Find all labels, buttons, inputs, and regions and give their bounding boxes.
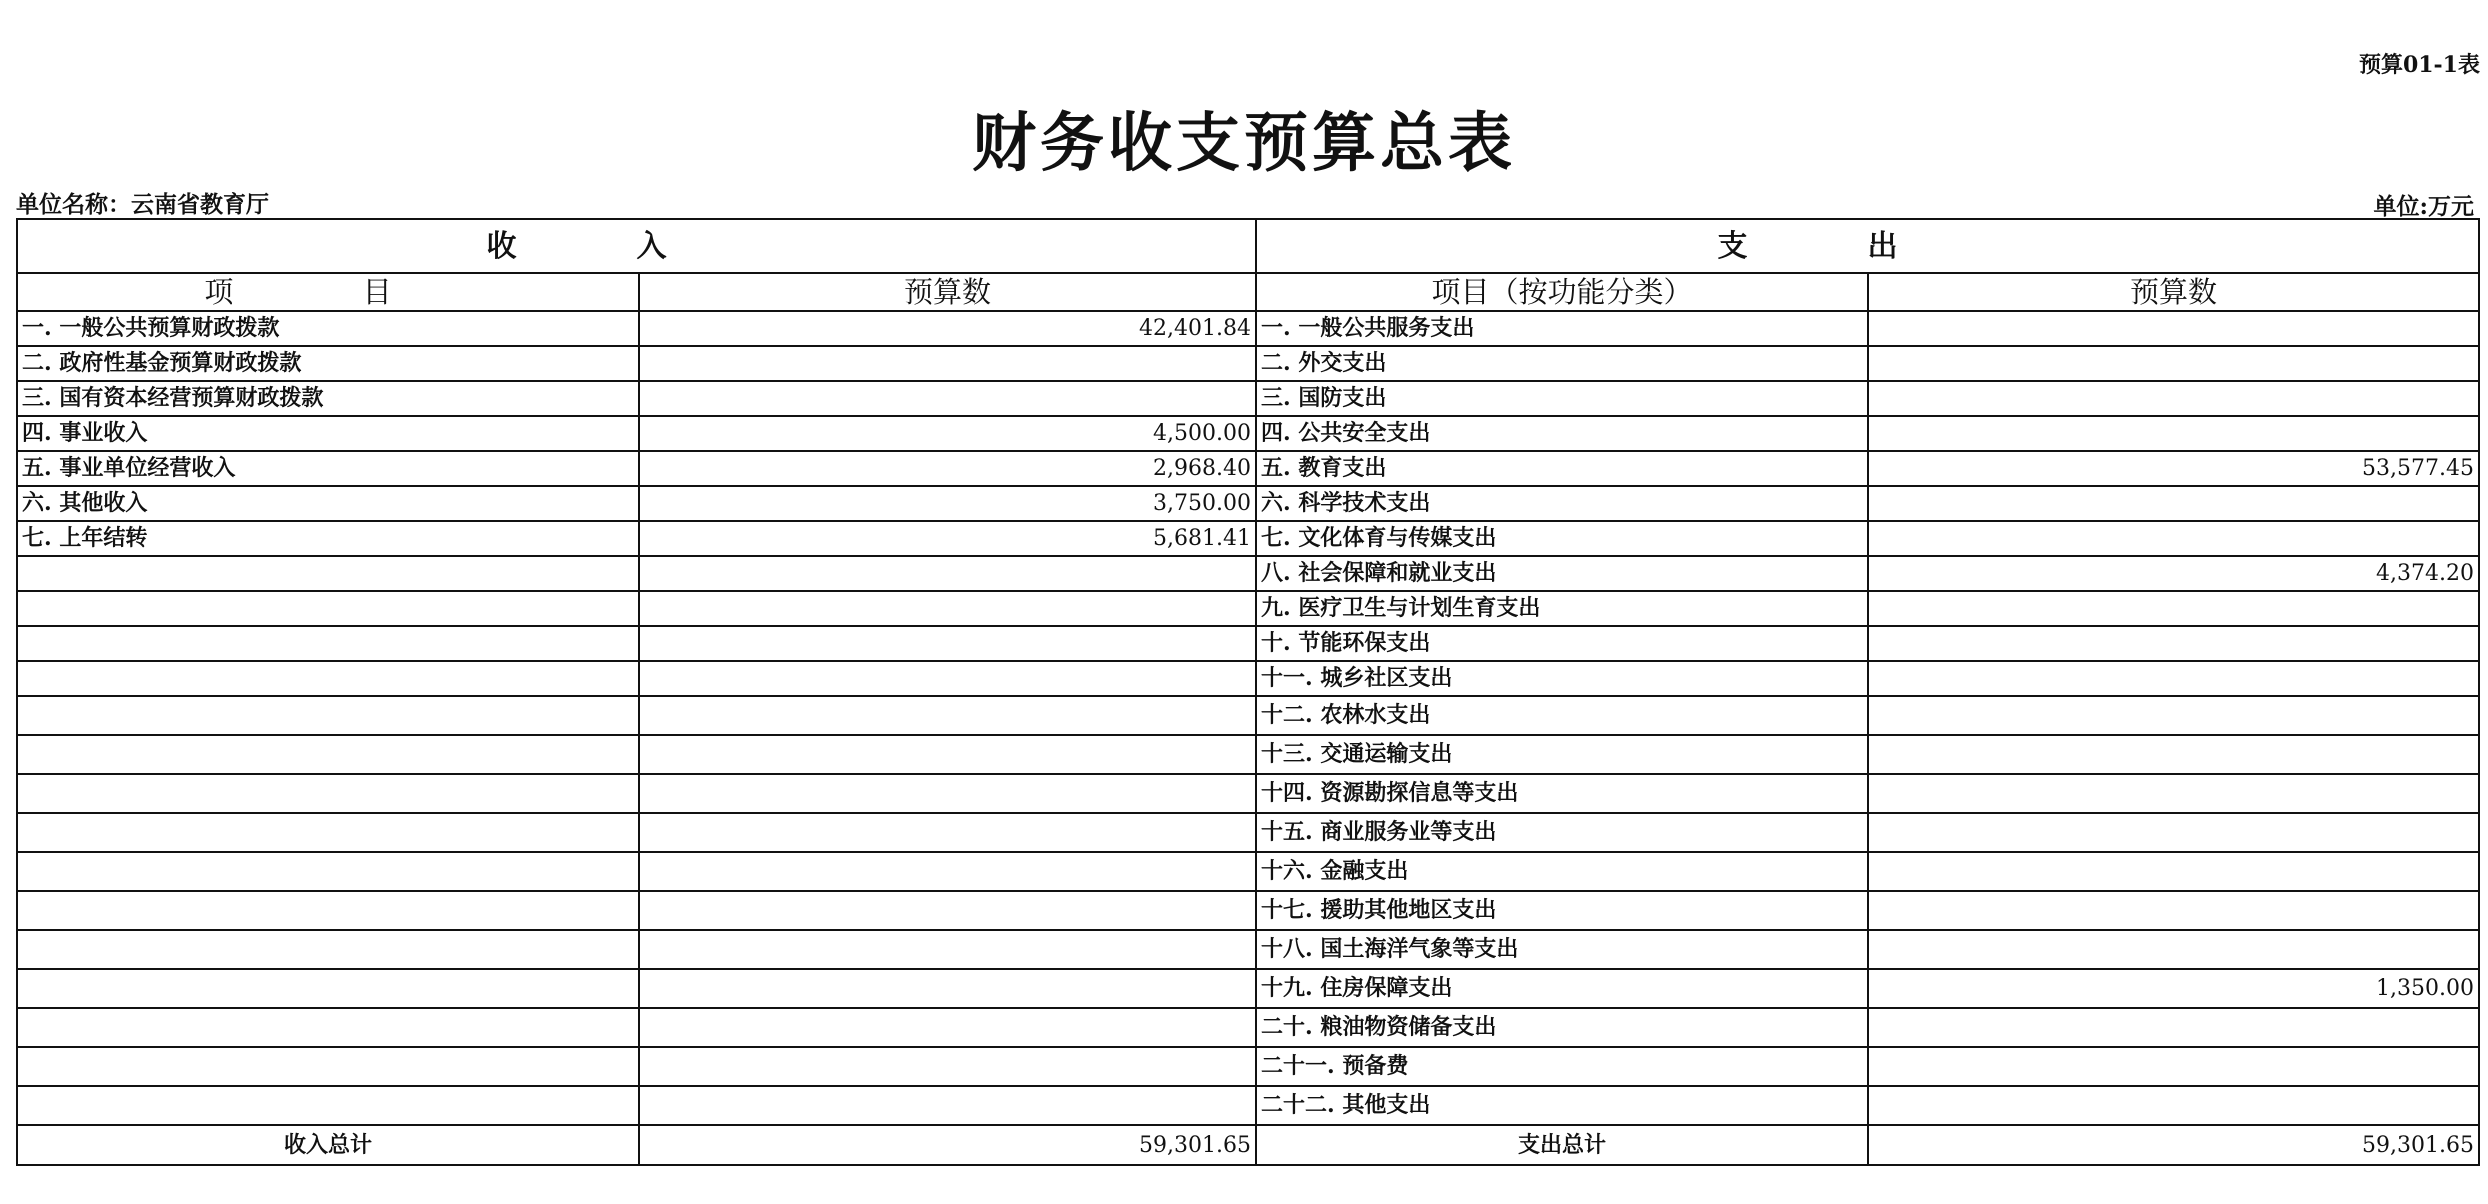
- expense-item-cell: 六. 科学技术支出: [1256, 486, 1868, 521]
- table-row: [17, 521, 2479, 556]
- table-row: [17, 774, 2479, 813]
- expense-item-cell: 四. 公共安全支出: [1256, 416, 1868, 451]
- total-row: [17, 1125, 2479, 1165]
- income-item-cell: 四. 事业收入: [17, 416, 639, 451]
- table-row: [17, 626, 2479, 661]
- income-item-cell: [17, 696, 639, 735]
- expense-item-cell: 七. 文化体育与传媒支出: [1256, 521, 1868, 556]
- expense-amount-cell: [1868, 1086, 2479, 1125]
- expense-amount-cell: [1868, 735, 2479, 774]
- budget-summary-table: [16, 218, 2480, 1166]
- expense-item-cell: 九. 医疗卫生与计划生育支出: [1256, 591, 1868, 626]
- income-item-cell: [17, 626, 639, 661]
- table-row: [17, 661, 2479, 696]
- income-amount-cell: 2,968.40: [639, 451, 1256, 486]
- income-item-cell: [17, 661, 639, 696]
- income-amount-cell: [639, 774, 1256, 813]
- expense-amount-cell: [1868, 486, 2479, 521]
- income-total-value: 59,301.65: [639, 1125, 1256, 1165]
- income-amount-cell: [639, 696, 1256, 735]
- income-total-label: 收入总计: [17, 1125, 639, 1165]
- expense-item-cell: 十四. 资源勘探信息等支出: [1256, 774, 1868, 813]
- expense-item-cell: 十. 节能环保支出: [1256, 626, 1868, 661]
- expense-amount-cell: [1868, 311, 2479, 346]
- table-row: [17, 852, 2479, 891]
- expense-item-cell: 二十一. 预备费: [1256, 1047, 1868, 1086]
- expense-amount-cell: [1868, 416, 2479, 451]
- expense-amount-cell: [1868, 661, 2479, 696]
- expense-item-cell: 二十二. 其他支出: [1256, 1086, 1868, 1125]
- expense-section-header: 支出: [1256, 219, 2479, 273]
- income-amount-cell: [639, 591, 1256, 626]
- expense-amount-cell: 4,374.20: [1868, 556, 2479, 591]
- income-amount-cell: [639, 813, 1256, 852]
- income-amount-cell: 42,401.84: [639, 311, 1256, 346]
- form-code: 预算01-1表: [2358, 52, 2480, 78]
- column-header-row: [17, 273, 2479, 311]
- income-item-cell: [17, 1047, 639, 1086]
- income-item-cell: [17, 852, 639, 891]
- income-amount-cell: [639, 626, 1256, 661]
- income-amount-cell: [639, 891, 1256, 930]
- expense-amount-cell: 1,350.00: [1868, 969, 2479, 1008]
- currency-unit-label: 单位:万元: [2373, 193, 2474, 220]
- expense-amount-cell: 53,577.45: [1868, 451, 2479, 486]
- income-amount-cell: 5,681.41: [639, 521, 1256, 556]
- income-item-cell: 六. 其他收入: [17, 486, 639, 521]
- income-amount-cell: [639, 381, 1256, 416]
- table-row: [17, 1086, 2479, 1125]
- income-amount-cell: 3,750.00: [639, 486, 1256, 521]
- income-amount-cell: 4,500.00: [639, 416, 1256, 451]
- income-item-cell: 一. 一般公共预算财政拨款: [17, 311, 639, 346]
- income-item-cell: [17, 1008, 639, 1047]
- table-row: [17, 556, 2479, 591]
- expense-amount-cell: [1868, 521, 2479, 556]
- income-amount-cell: [639, 930, 1256, 969]
- income-item-cell: [17, 735, 639, 774]
- col-header-income-amount: 预算数: [639, 273, 1256, 311]
- income-amount-cell: [639, 556, 1256, 591]
- income-item-cell: [17, 591, 639, 626]
- income-item-cell: 三. 国有资本经营预算财政拨款: [17, 381, 639, 416]
- table-row: [17, 1047, 2479, 1086]
- income-item-cell: [17, 891, 639, 930]
- table-row: [17, 696, 2479, 735]
- expense-amount-cell: [1868, 696, 2479, 735]
- table-row: [17, 969, 2479, 1008]
- expense-amount-cell: [1868, 1047, 2479, 1086]
- page-title: 财务收支预算总表: [972, 106, 1516, 181]
- expense-amount-cell: [1868, 591, 2479, 626]
- table-row: [17, 813, 2479, 852]
- table-row: [17, 930, 2479, 969]
- unit-name-label: 单位名称：云南省教育厅: [16, 191, 269, 218]
- income-item-cell: [17, 930, 639, 969]
- expense-amount-cell: [1868, 930, 2479, 969]
- expense-item-cell: 十六. 金融支出: [1256, 852, 1868, 891]
- income-amount-cell: [639, 735, 1256, 774]
- income-amount-cell: [639, 1086, 1256, 1125]
- expense-item-cell: 五. 教育支出: [1256, 451, 1868, 486]
- table-row: [17, 1008, 2479, 1047]
- section-header-row: [17, 219, 2479, 273]
- table-row: [17, 416, 2479, 451]
- expense-item-cell: 十九. 住房保障支出: [1256, 969, 1868, 1008]
- income-item-cell: [17, 813, 639, 852]
- col-header-income-item: 项 目: [17, 273, 639, 311]
- expense-amount-cell: [1868, 774, 2479, 813]
- income-item-cell: 五. 事业单位经营收入: [17, 451, 639, 486]
- income-amount-cell: [639, 1008, 1256, 1047]
- table-row: [17, 346, 2479, 381]
- income-item-cell: [17, 969, 639, 1008]
- expense-item-cell: 十一. 城乡社区支出: [1256, 661, 1868, 696]
- expense-amount-cell: [1868, 852, 2479, 891]
- table-row: [17, 735, 2479, 774]
- expense-item-cell: 十七. 援助其他地区支出: [1256, 891, 1868, 930]
- expense-amount-cell: [1868, 813, 2479, 852]
- expense-item-cell: 十二. 农林水支出: [1256, 696, 1868, 735]
- table-row: [17, 311, 2479, 346]
- expense-item-cell: 十五. 商业服务业等支出: [1256, 813, 1868, 852]
- income-item-cell: [17, 556, 639, 591]
- expense-item-cell: 二. 外交支出: [1256, 346, 1868, 381]
- income-amount-cell: [639, 346, 1256, 381]
- col-header-expense-amount: 预算数: [1868, 273, 2479, 311]
- income-item-cell: [17, 1086, 639, 1125]
- income-item-cell: 七. 上年结转: [17, 521, 639, 556]
- col-header-expense-item: 项目（按功能分类）: [1256, 273, 1868, 311]
- table-row: [17, 381, 2479, 416]
- table-row: [17, 591, 2479, 626]
- table-row: [17, 451, 2479, 486]
- income-amount-cell: [639, 852, 1256, 891]
- expense-item-cell: 十三. 交通运输支出: [1256, 735, 1868, 774]
- expense-total-value: 59,301.65: [1868, 1125, 2479, 1165]
- expense-item-cell: 一. 一般公共服务支出: [1256, 311, 1868, 346]
- expense-amount-cell: [1868, 381, 2479, 416]
- table-row: [17, 486, 2479, 521]
- expense-item-cell: 二十. 粮油物资储备支出: [1256, 1008, 1868, 1047]
- income-section-header: 收入: [17, 219, 1256, 273]
- table-row: [17, 891, 2479, 930]
- expense-amount-cell: [1868, 891, 2479, 930]
- expense-amount-cell: [1868, 626, 2479, 661]
- income-amount-cell: [639, 1047, 1256, 1086]
- expense-item-cell: 三. 国防支出: [1256, 381, 1868, 416]
- expense-amount-cell: [1868, 1008, 2479, 1047]
- expense-total-label: 支出总计: [1256, 1125, 1868, 1165]
- expense-amount-cell: [1868, 346, 2479, 381]
- income-amount-cell: [639, 661, 1256, 696]
- expense-item-cell: 十八. 国土海洋气象等支出: [1256, 930, 1868, 969]
- income-item-cell: 二. 政府性基金预算财政拨款: [17, 346, 639, 381]
- income-amount-cell: [639, 969, 1256, 1008]
- expense-item-cell: 八. 社会保障和就业支出: [1256, 556, 1868, 591]
- income-item-cell: [17, 774, 639, 813]
